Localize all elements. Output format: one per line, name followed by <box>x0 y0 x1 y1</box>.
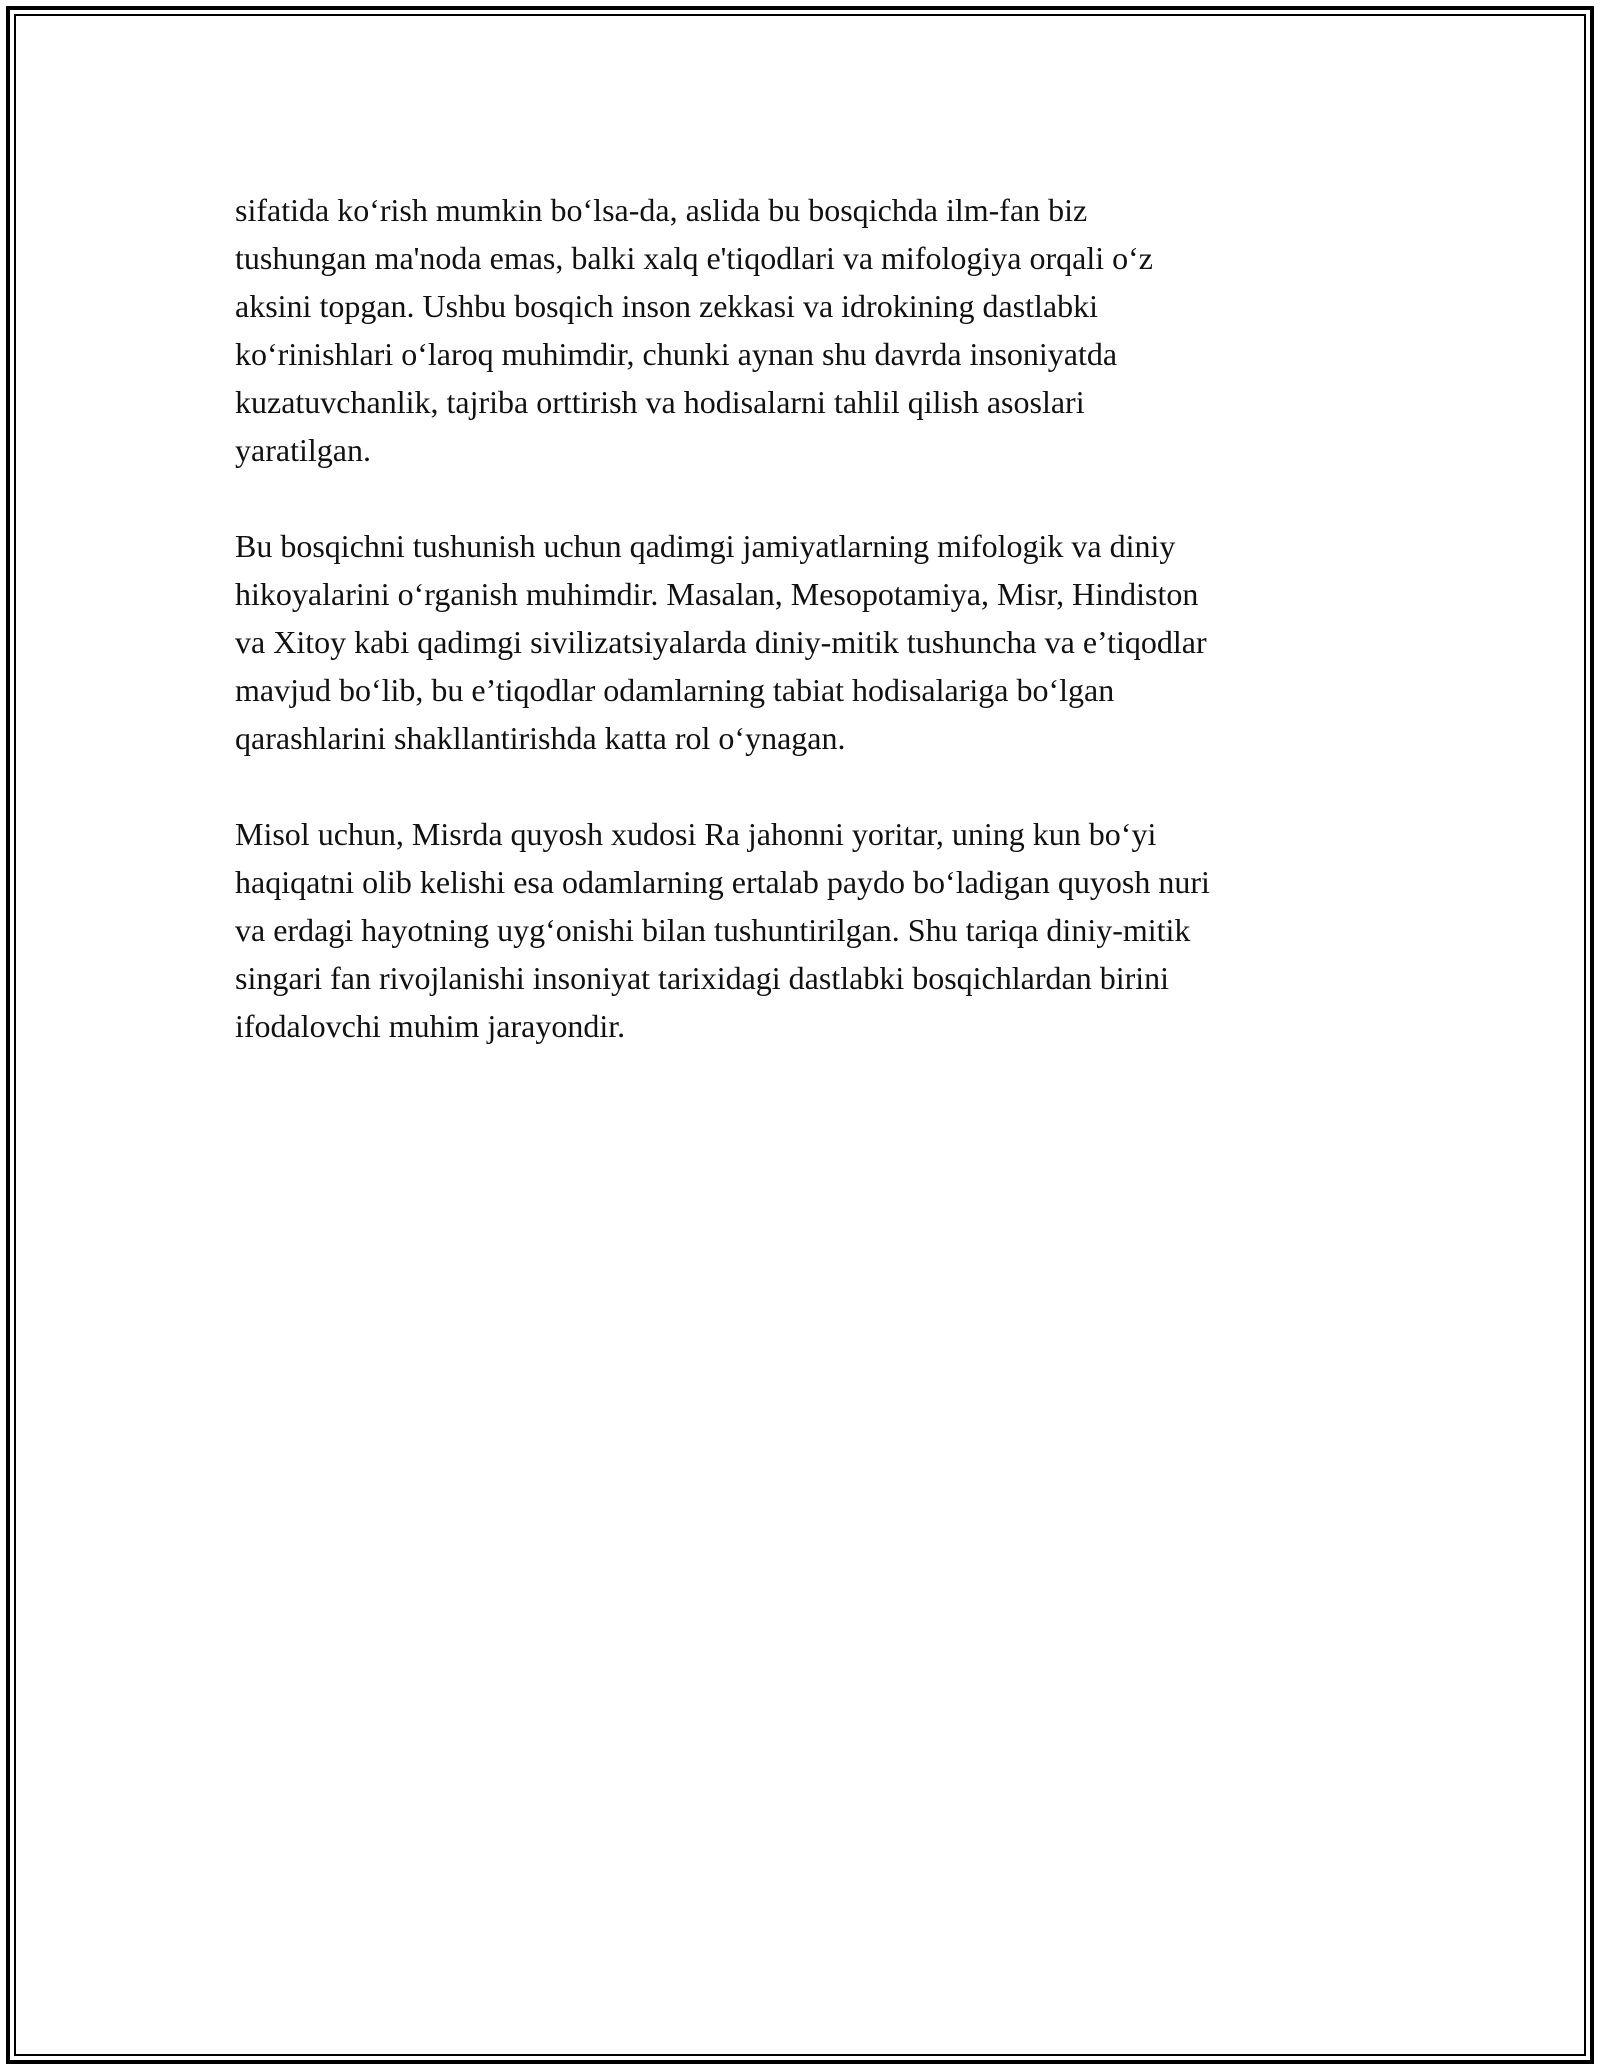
paragraph-2 <box>235 522 1385 762</box>
text-line: yaratilgan. <box>235 432 371 468</box>
text-line: ko‘rinishlari o‘laroq muhimdir, chunki aynan shu davrda insoniyatda <box>235 336 1118 372</box>
text-line: sifatida ko‘rish mumkin bo‘lsa-da, aslida bu bosqichda ilm-fan biz <box>235 192 1088 228</box>
text-line: Misol uchun, Misrda quyosh xudosi Ra jahonni yoritar, uning kun bo‘yi <box>235 816 1157 852</box>
text-line: aksini topgan. Ushbu bosqich inson zekkasi va idrokining dastlabki <box>235 288 1098 324</box>
text-line: va erdagi hayotning uyg‘onishi bilan tushuntirilgan. Shu tariqa diniy-mitik <box>235 912 1191 948</box>
text-line: Bu bosqichni tushunish uchun qadimgi jamiyatlarning mifologik va diniy <box>235 528 1176 564</box>
text-line: qarashlarini shakllantirishda katta rol o‘ynagan. <box>235 720 846 756</box>
text-line: ifodalovchi muhim jarayondir. <box>235 1008 626 1044</box>
text-line: singari fan rivojlanishi insoniyat tarixidagi dastlabki bosqichlardan birini <box>235 960 1170 996</box>
paragraph-3 <box>235 810 1385 1050</box>
text-line: tushungan ma'noda emas, balki xalq e'tiqodlari va mifologiya orqali o‘z <box>235 240 1153 276</box>
text-line: kuzatuvchanlik, tajriba orttirish va hodisalarni tahlil qilish asoslari <box>235 384 1085 420</box>
document-body <box>235 186 1385 1098</box>
text-line: va Xitoy kabi qadimgi sivilizatsiyalarda diniy-mitik tushuncha va e’tiqodlar <box>235 624 1207 660</box>
text-line: hikoyalarini o‘rganish muhimdir. Masalan, Mesopotamiya, Misr, Hindiston <box>235 576 1199 612</box>
text-line: haqiqatni olib kelishi esa odamlarning ertalab paydo bo‘ladigan quyosh nuri <box>235 864 1210 900</box>
paragraph-1 <box>235 186 1385 474</box>
text-line: mavjud bo‘lib, bu e’tiqodlar odamlarning tabiat hodisalariga bo‘lgan <box>235 672 1115 708</box>
